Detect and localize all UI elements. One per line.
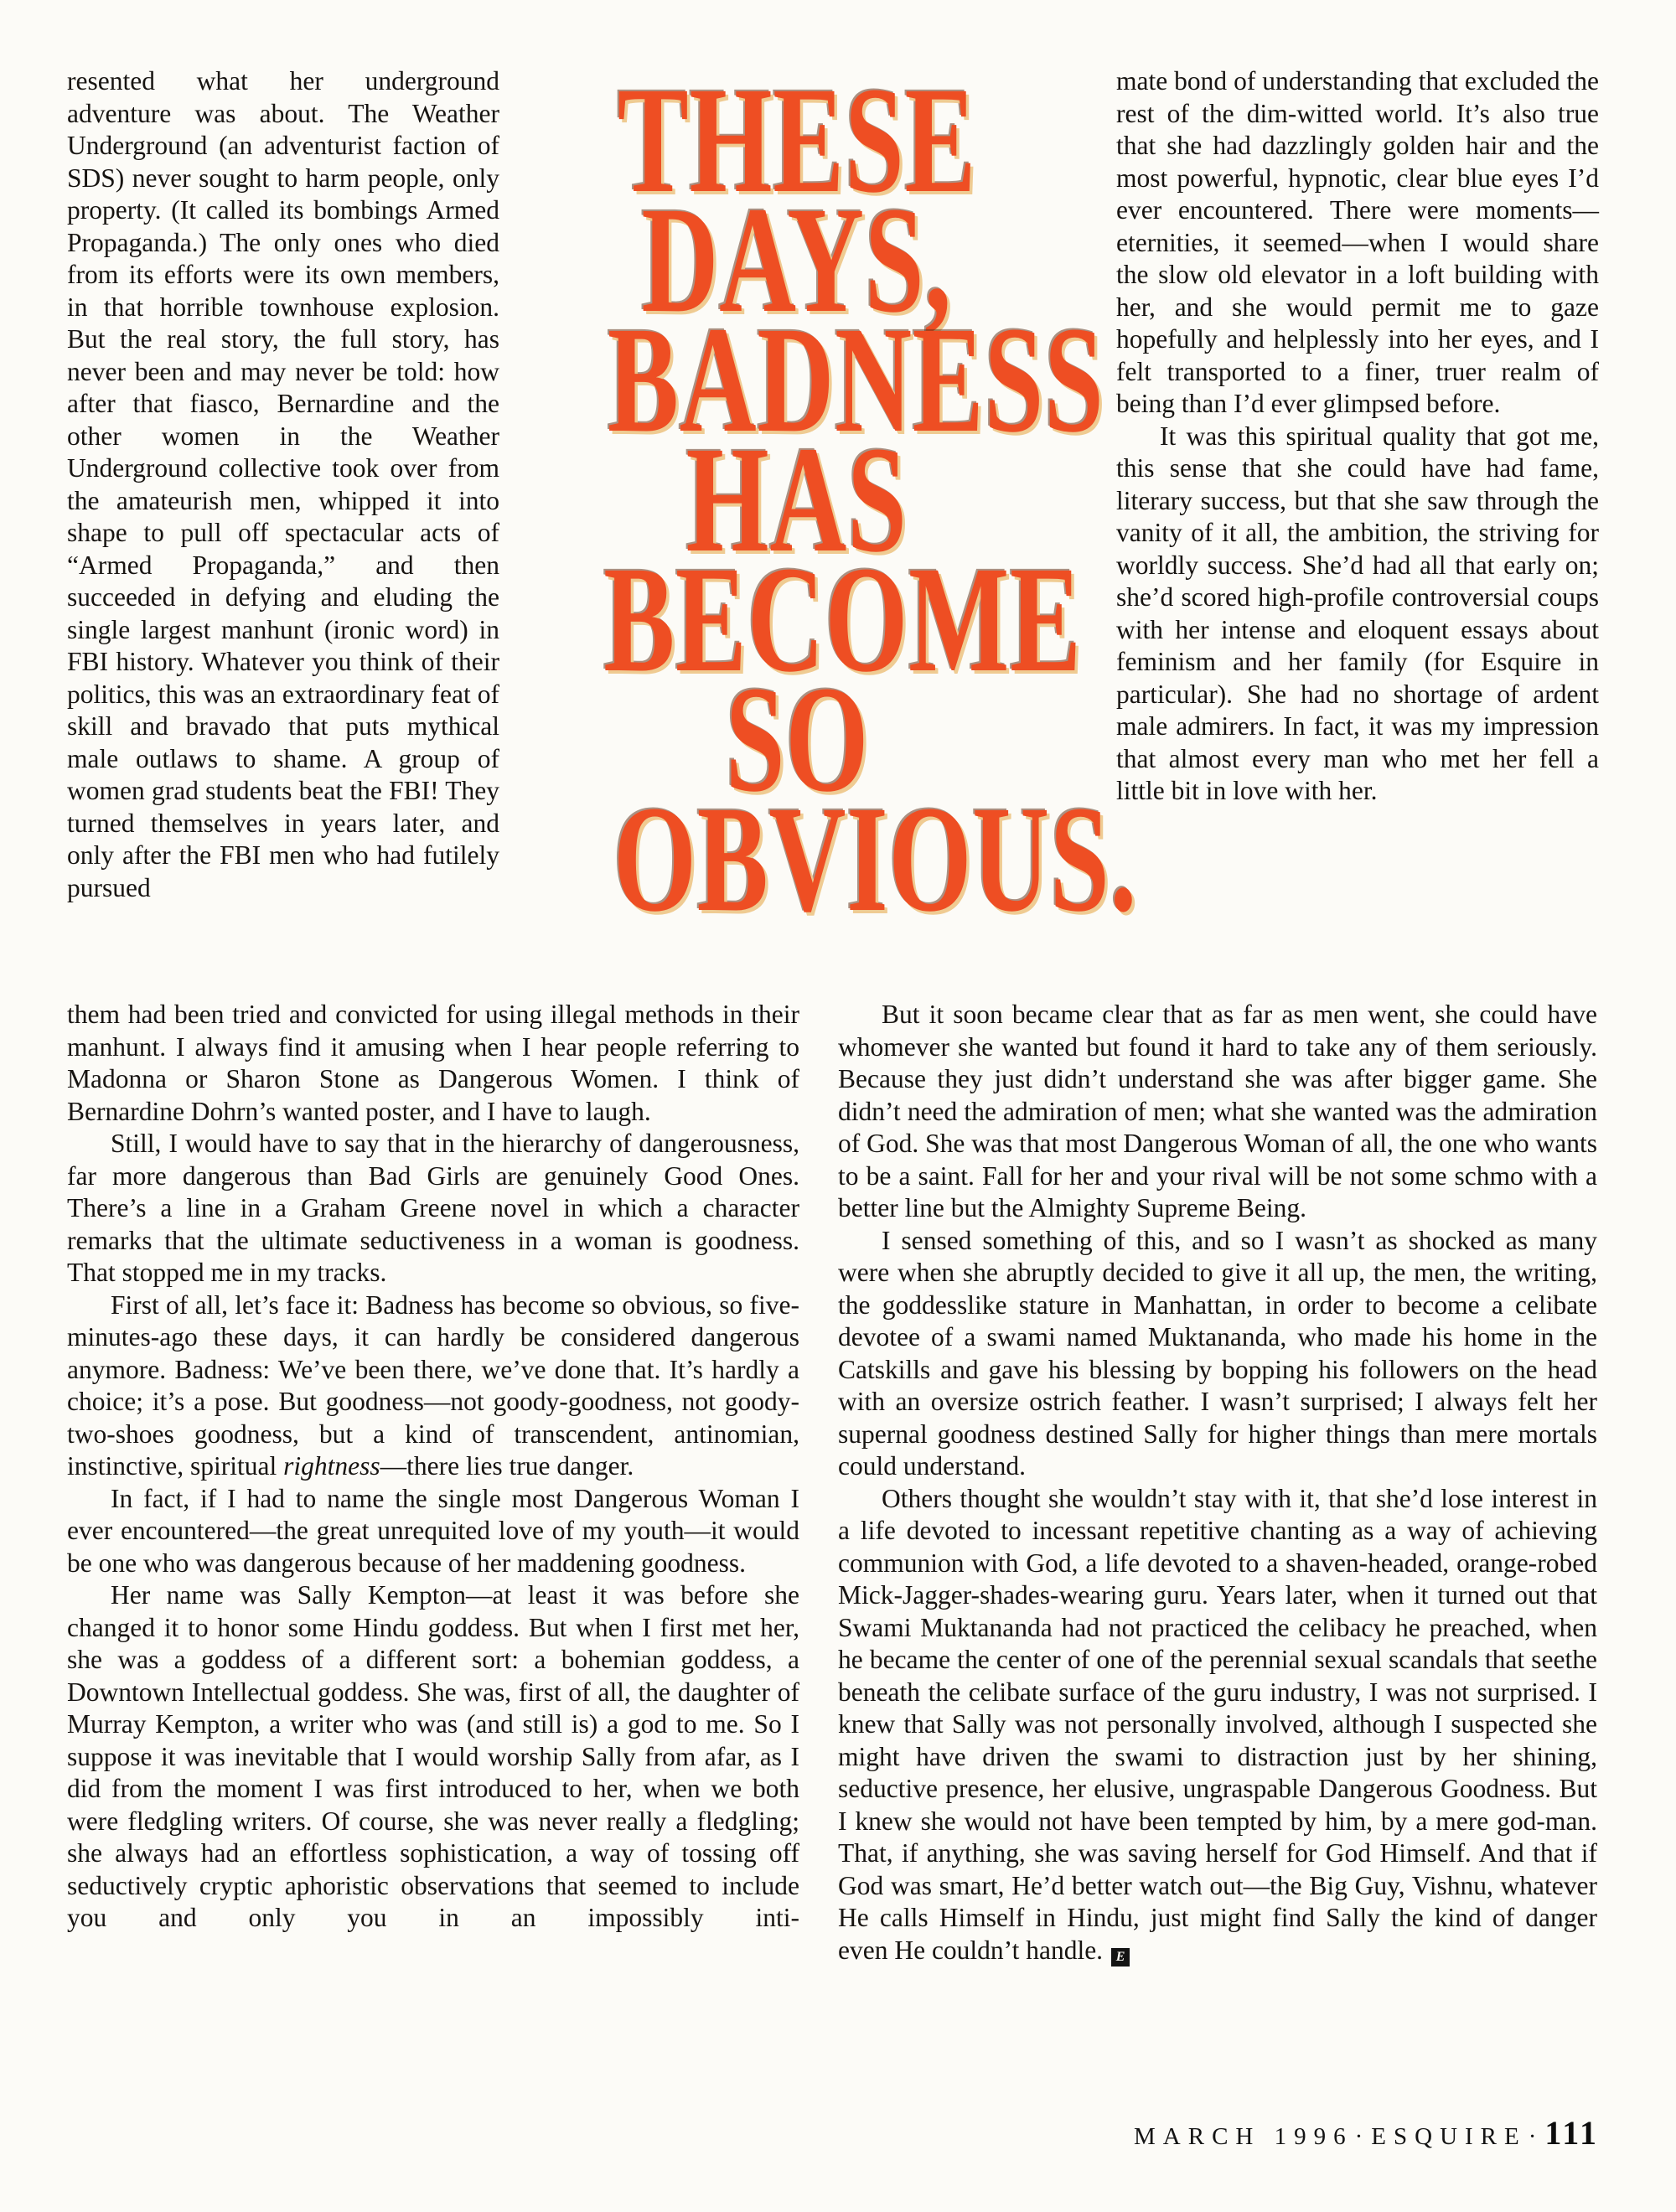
paragraph: mate bond of understanding that excluded the rest of the dim-witted world. It’s also true that she had dazzlingly golden hair and the most powerful, hypnotic, clear blue eyes I’d ever encountered. There were moments—eternities, it seemed—when I would share the slow old elevator in a loft building with her, and she would permit me to gaze hopefully and helplessly into her eyes, and I felt transported to a finer, truer realm of being than I’d ever glimpsed before. [1116, 66, 1599, 418]
paragraph: them had been tried and convicted for using illegal methods in their manhunt. I always find it amusing when I hear people referring to Madonna or Sharon Stone as Dangerous Women. I think of Bernardine Dohrn’s wanted poster, and I have to laugh. [67, 1000, 799, 1126]
paragraph: Her name was Sally Kempton—at least it was before she changed it to honor some Hindu goddess. But when I first met her, she was a goddess of a different sort: a bohemian goddess, a Downtown Intellectual goddess. She was, first of all, the daughter of Murray Kempton, a writer who was (and still is) a god to me. So I suppose it was inevitable that I would worship Sally from afar, as I did from the moment I was first introduced to her, when we both were fledgling writers. Of course, she was never really a fledgling; she always had an effortless sophistication, a way of tossing off seductively cryptic aphoristic observations that seemed to include you and only you in an impossibly inti- [67, 1580, 799, 1932]
footer-issue: MARCH 1996 [1134, 2123, 1353, 2150]
paragraph: In fact, if I had to name the single most Dangerous Woman I ever encountered—the great unrequited love of my youth—it would be one who was dangerous because of her maddening goodness. [67, 1483, 799, 1578]
dot-separator: · [1354, 2123, 1363, 2150]
pull-quote-line: BADNESS [607, 296, 1104, 464]
paragraph: It was this spiritual quality that got me, this sense that she could have had fame, literary success, but that she saw through the vanity of it all, the ambition, the striving for worldly success. She’d had all that early on; she’d scored high-profile controversial coups with her intense and eloquent essays about feminism and her family (for Esquire in particular). She had no shortage of ardent male admirers. In fact, it was my impression that almost every man who met her fell a little bit in love with her. [1116, 421, 1599, 805]
end-mark-icon: E [1111, 1948, 1130, 1967]
column-top-left [67, 65, 499, 904]
paragraph: First of all, let’s face it: Badness has become so obvious, so five-minutes-ago these days, it can hardly be considered dangerous anymore. Badness: We’ve been there, we’ve done that. It’s hardly a choice; it’s a pose. But goodness—not goody-goodness, not goody-two-shoes goodness, but a kind of transcendent, antinomian, instinctive, spiritual rightness—there lies true danger. [67, 1289, 799, 1481]
footer-brand: ESQUIRE [1371, 2123, 1527, 2150]
paragraph: Others thought she wouldn’t stay with it, that she’d lose interest in a life devoted to incessant repetitive chanting as a way of achieving communion with God, a life devoted to a shaven-headed, orange-robed Mick-Jagger-shades-wearing guru. Years later, when it turned out that Swami Muktananda had not practiced the celibacy he preached, when he became the center of one of the perennial sexual scandals that seethe beneath the celibate surface of the guru industry, I was not surprised. I knew that Sally was not personally involved, although I suspected she might have driven the swami to distraction just by her shining, seductive presence, her elusive, ungraspable Dangerous Goodness. But I knew she would not have been tempted by him, by a mere god-man. That, if anything, she was saving herself for God Himself. And that if God was smart, He’d better watch out—the Big Guy, Vishnu, whatever He calls Himself in Hindu, just might find Sally the kind of danger even He couldn’t handle. E [838, 1483, 1597, 1965]
pull-quote [501, 56, 1138, 943]
column-bottom-right [838, 999, 1597, 1967]
footer-page-number: 111 [1544, 2114, 1599, 2152]
pull-quote-line: SO [725, 655, 869, 824]
paragraph: I sensed something of this, and so I wasn’t as shocked as many were when she abruptly decided to give it all up, the men, the writing, the goddesslike stature in Manhattan, in order to become a celibate devotee of a swami named Muktananda, who made his home in the Catskills and gave his blessing by bopping his followers on the head with an oversize ostrich feather. I wasn’t surprised; I always felt her supernal goodness destined Sally for higher things than mere mortals could understand. [838, 1225, 1597, 1481]
paragraph: Still, I would have to say that in the hierarchy of dangerousness, far more dangerous than Bad Girls are genuinely Good Ones. There’s a line in a Graham Greene novel in which a character remarks that the ultimate seductiveness in a woman is goodness. That stopped me in my tracks. [67, 1129, 799, 1287]
column-bottom-left [67, 999, 799, 1935]
pull-quote-line: THESE [617, 56, 977, 225]
pull-quote-line: BECOME [603, 535, 1082, 704]
footer [1134, 2113, 1599, 2153]
pull-quote-line: DAYS, [641, 176, 953, 344]
pull-quote-line: HAS [685, 416, 908, 584]
pull-quote-line: OBVIOUS. [613, 775, 1138, 943]
paragraph: But it soon became clear that as far as men went, she could have whomever she wanted but found it hard to take any of them seriously. Because they just didn’t understand she was after bigger game. She didn’t need the admiration of men; what she wanted was the admiration of God. She was that most Dangerous Woman of all, the one who wants to be a saint. Fall for her and your rival will be not some schmo with a better line but the Almighty Supreme Being. [838, 1000, 1597, 1222]
paragraph: resented what her underground adventure was about. The Weather Underground (an adventurist faction of SDS) never sought to harm people, only property. (It called its bombings Armed Propaganda.) The only ones who died from its efforts were its own members, in that horrible townhouse explosion. But the real story, the full story, has never been and may never be told: how after that fiasco, Bernardine and the other women in the Weather Underground collective took over from the amateurish men, whipped it into shape to pull off spectacular acts of “Armed Propaganda,” and then succeeded in defying and eluding the single largest manhunt (ironic word) in FBI history. Whatever you think of their politics, this was an extraordinary feat of skill and bravado that puts mythical male outlaws to shame. A group of women grad students beat the FBI! They turned themselves in years later, and only after the FBI men who had futilely pursued [67, 66, 499, 902]
dot-separator: · [1528, 2123, 1537, 2150]
column-top-right [1116, 65, 1599, 808]
